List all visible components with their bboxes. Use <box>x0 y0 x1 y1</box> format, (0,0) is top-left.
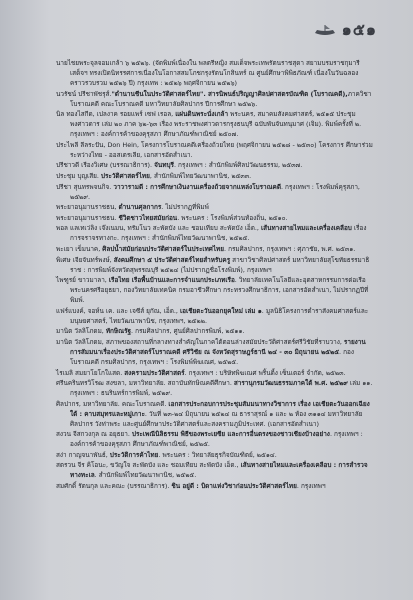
reference-author: สมศักดิ์ รัตนกุล และคณะ (บรรณาธิการ). <box>56 482 172 491</box>
reference-entry <box>56 378 373 398</box>
reference-publication: . กรุงเทพฯ : โรงพิมพ์คุรุสภา, ๒๕๒๙. <box>70 182 360 201</box>
reference-author: พะเยา เข็มนาค, <box>56 244 103 253</box>
reference-publication: . สำนักพิมพ์ไทยวัฒนาพานิช, ๒๕๒๕. <box>94 471 197 480</box>
reference-title: วาวารามดี : การศึกษาเงินงานเครื่องถ้วยจากแหล่งโบราณคดี <box>113 182 281 191</box>
reference-author: ศิลปากร, มหาวิทยาลัย. คณะโบราณคดี. <box>56 399 169 408</box>
reference-title: เรือไทย เรือพื้นบ้านและการจำแนกประเภทเรือ <box>108 276 235 285</box>
reference-author: ประชุม บุญเสีย. <box>56 171 101 180</box>
reference-publication: . กรุงเทพฯ : องค์การค้าของคุรุสภา ศึกษาภัณฑ์พาณิชย์, ๒๕๒๕. <box>70 430 363 449</box>
reference-publication: . วิทยาลัยเทคโนโลยีและอุตสาหกรรมการต่อเรือพระนครศรีอยุธยา, กองวิทยาลัยเทคนิค กรมอาชีวศึกษา กระทรวงศึกษาธิการ, เอกสารอัดสำเนา, ไม่ปรากฏปีที่พิมพ์. <box>70 276 369 305</box>
reference-title: สังคมศึกษา ๕ ประวัติศาสตร์ไทยสำหรับครู <box>113 255 231 264</box>
reference-publication: . พระนคร : โรงพิมพ์ส่วนท้องถิ่น, ๒๕๑๐. <box>177 213 288 222</box>
reference-publication: . กรมศิลปากร, กรุงเทพฯ : ศุภาชัย, พ.ศ. ๒๕๓๑. <box>224 244 356 253</box>
reference-author: ปรีชา สุนทรพจนกิจ. <box>56 182 114 191</box>
reference-publication: . วันที่ ๒๓-๒๔ มิถุนายน ๒๕๒๔ ณ ธาราสุรณ์ ๑ และ ๒ ห้อง ๓๑๑๔ มหาวิทยาลัยศิลปากร วังท่าพระ และศูนย์ศึกษาประวัติศาสตร์และสงครามภูมิประเทศ. (เอกสารอัดสำเนา) <box>70 409 363 428</box>
reference-entry <box>56 429 373 449</box>
reference-author: สตรวน จีร คิโอนะ, ขวัญใจ สะพัดบัง และ ชอมเทียบ สะพัดบัง เอ็ด., <box>56 461 241 470</box>
reference-entry <box>56 255 373 275</box>
reference-title: ประวัติการค้าไทย <box>109 450 159 459</box>
reference-entry <box>56 399 373 429</box>
reference-publication: . ไม่ปรากฏที่พิมพ์ <box>161 203 209 212</box>
reference-publication: . พระนคร : วิทยาลัยธุรกิจบัณฑิตย์, ๒๕๑๔. <box>158 450 277 459</box>
reference-entry <box>56 171 373 181</box>
reference-publication: . กองโบราณคดี กรมศิลปากร, กรุงเทพฯ : โรงพิมพ์พิฆเณศ, ๒๕๒๕. <box>70 347 354 366</box>
reference-entry <box>56 244 373 254</box>
reference-publication: สาขาวิชาศิลปศาสตร์ มหาวิทยาลัยสุโขทัยธรรมาธิราช : การพิมพ์จังหวัดสุพรรณบุรี ๒๕๒๔ (ไม่ปรากฏชื่อโรงพิมพ์), กรุงเทพฯ <box>70 255 370 274</box>
reference-entry <box>56 58 373 88</box>
reference-author: ประไพลี ลีลระปัน, Don Hein, โครงการโบราณคดีเครื่องถ้วยไทย (พฤศจิกายน ๒๕๒๘ - ๒๕๓๐) โครงการ ศึกษาร่วมระหว่างไทย - ออสเตรเลีย, เอกสารอัดสำเนา. <box>56 140 373 159</box>
reference-title: ตำนานศุลกากร <box>118 203 162 212</box>
reference-title: เส้นทางสายไหมและเครื่องเคลือบ <box>261 224 352 233</box>
ship-ornament-icon <box>314 24 336 38</box>
reference-title: เส้นทางสายไหมและเครื่องเคลือบ : การสำรวจทางทะเล <box>70 461 368 480</box>
reference-author: มานิต วัลลิโภดม, สภาพของสถานที่กลางทางสำคัญในภาคใต้ตอนล่างสมัยประวัติศาสตร์ศรีวิชัยที่ราบวาง, <box>56 337 344 346</box>
reference-author: ไพฑูรย์ ขาวมาลา, <box>56 276 109 285</box>
reference-publication: . กรุงเทพฯ : สำนักพิมพ์ศิลปวัฒนธรรม, ๒๕๓๗. <box>173 161 303 170</box>
reference-entry <box>56 450 373 460</box>
reference-title: เอกสารประกอบการประชุมสัมมนาทางวิชาการ เรื่อง เอเชียตะวันออกเฉียงใต้ : คาบสมุทรและหมู่เกาะ <box>70 399 370 418</box>
reference-title: ทักษิณรัฐ <box>105 327 132 336</box>
reference-author: พระยาอนุมานราชธน. <box>56 213 119 222</box>
reference-author: แฟร์แบงค์, จอห์น เค. และ เจซีส์ ยุกัณ, เอ็ด., <box>56 306 180 315</box>
reference-entry <box>56 275 373 305</box>
reference-publication: พระนคร, สมาคมสังคมศาสตร์, ๒๕๑๕ ประชุมพงศาวดาร เล่ม ๒๐ ภาค ๖๒-๖๓ เรื่อง พระราชพงศาวดารกรุงธนบุรี ฉบับพันจันทนุมาศ (เจิม). พิมพ์ครั้งที่ ๒. กรุงเทพฯ : องค์การค้าของคุรุสภา ศึกษาภัณฑ์พาณิชย์ ๒๕๐๗. <box>70 110 362 139</box>
reference-title: ศิลปน้ำสมัยก่อนประวัติศาสตร์ในประเทศไทย <box>102 244 225 253</box>
reference-entry <box>56 160 373 170</box>
reference-title: "ตำนานชีนในประวัติศาสตร์ไทย". สารนิพนธ์ปริญญาศิลปศาสตรบัณฑิต (โบราณคดี), <box>111 89 348 98</box>
reference-publication: ภาควิชาโบราณคดี คณะโบราณคดี มหาวิทยาลัยศิลปากร ปีการศึกษา ๒๕๒๖. <box>70 89 372 108</box>
reference-author: นวรัชน์ ปรีชาพัชรุส์. <box>56 89 112 98</box>
reference-title: ประเพณีนิลิธรรม พิธีของพระเยซีย และการอื่นตรงของชาวเชียงบ้างอย่าง <box>131 430 330 439</box>
reference-title: สารานุกรมวัฒนธรรมภาคใต้ พ.ศ. ๒๕๒๙ <box>233 379 348 388</box>
reference-entry <box>56 182 373 202</box>
reference-publication: , สำนักพิมพ์ไทยวัฒนาพานิช, ๒๕๓๓. <box>149 171 252 180</box>
reference-title: ประวัติศาสตร์ไทย <box>100 171 150 180</box>
reference-entry <box>56 306 373 326</box>
reference-author: มานิต วัลลิโภดม, <box>56 327 106 336</box>
reference-publication: . กรุงเทพฯ : บริษัทพิฆเณศ พริ้นติ้ง เซ็นเตอร์ จำกัด, ๒๕๒๓. <box>184 368 346 377</box>
reference-entry <box>56 481 373 491</box>
reference-entry <box>56 109 373 139</box>
reference-entry <box>56 337 373 367</box>
reference-author: ไรเมลิ สมยาโยโกใแสด. <box>56 368 125 377</box>
reference-author: สงวน จีสกวงกุล ณ อยุธยา. <box>56 430 132 439</box>
reference-title: ชิน อยู่ดี : บิดาแห่งวิชาก่อนประวัติศาสตร์ไทย <box>171 482 297 491</box>
reference-entry <box>56 460 373 480</box>
reference-publication: . มูลนิธิโครงการตำราสังคมศาสตร์และมนุษยศาสตร์, ไทยวัฒนาพานิช, กรุงเทพฯ, ๒๕๒๒. <box>70 306 369 325</box>
reference-publication: เล่ม ๑๑. กรุงเทพฯ : ธนรินทร์การพิมพ์, ๒๕๒๙. <box>70 379 373 398</box>
reference-title: สงครามประวัติศาสตร์ <box>124 368 185 377</box>
reference-title: รายงานการสัมมนาเรื่องประวัติศาสตร์โบราณคดี ศรีวิชัย ณ จังหวัดสุราษฎร์ธานี ๒๔ - ๓๐ มิถุนายน ๒๕๒๕ <box>70 337 366 356</box>
reference-entry <box>56 89 373 109</box>
reference-author: พอล แลเทเว่ลิง เจ๊งเนมน, ทรัมโนว สะพัดบัง และ ชอมเทียบ สะพัดบัง เอ็ด., <box>56 224 261 233</box>
reference-entry <box>56 213 373 223</box>
reference-entry <box>56 326 373 336</box>
reference-entry <box>56 140 373 160</box>
reference-publication: . กรุงเทพฯ <box>296 482 326 491</box>
reference-publication: เรื่องการจราจรทางกะ. กรุงเทพฯ : สำนักพิมพ์ไทยวัฒนาพานิช, ๒๕๒๕. <box>70 224 367 243</box>
reference-author: ปรีชาวดี เรืองวิเศษ (บรรณาธิการ). <box>56 161 155 170</box>
bibliography-list <box>56 58 373 492</box>
reference-title: เอเชียตะวันออกยุคใหม่ เล่ม ๑ <box>180 306 262 315</box>
reference-title: แผ่นดินพระนั่งเกล้า <box>175 110 229 119</box>
reference-author: พิเศษ เจียจันทร์พงษ์, <box>56 255 114 264</box>
reference-author: นิล ทองไสกีด, เปลงาค รอยแพร์ เซฟ เรอล, <box>56 110 176 119</box>
reference-title: จันทบุรี <box>154 161 174 170</box>
page-number: ๑๕๑ <box>341 20 377 39</box>
reference-title: ชีวิตชาวไทยสมัยก่อน <box>118 213 178 222</box>
running-head <box>314 18 377 43</box>
reference-author: พระยาอนุมานราชธน, <box>56 203 119 212</box>
reference-author: สง่า กาญจนาพันธ์, <box>56 450 110 459</box>
reference-entry <box>56 202 373 212</box>
reference-entry <box>56 223 373 243</box>
reference-author: นายไชยพระจุลจอมเกล้า ๖ ๒๕๒๖. (จัดพิมพ์เนื่องใน พลตรีหญิง สมเด็จพระเทพรัตนราชสุดา สยามบรมราชกุมารี เสด็จฯ ทรงเปิดนิทรรศการเนื่องในโอกาสสมโภชกรุงรัตนโกสินทร์ ณ ศูนย์ศึกษาพิพิธภัณฑ์ เนื่องในวันฉลองคราวรวบรวม ๒๕๒๖ ปี) กรุงเทพ : ๒๕๒๖ พฤศจิกายน ๒๕๒๖) <box>56 59 360 87</box>
reference-publication: . กรมศิลปากร, ศูนย์ศิลปากรพิมพ์, ๒๕๑๑. <box>131 327 245 336</box>
reference-author: ศรีนครินทรวิโรฒ สงขลา, มหาวิทยาลัย. สถาบันทักษิณคดีศึกษา. <box>56 379 234 388</box>
reference-entry <box>56 368 373 378</box>
